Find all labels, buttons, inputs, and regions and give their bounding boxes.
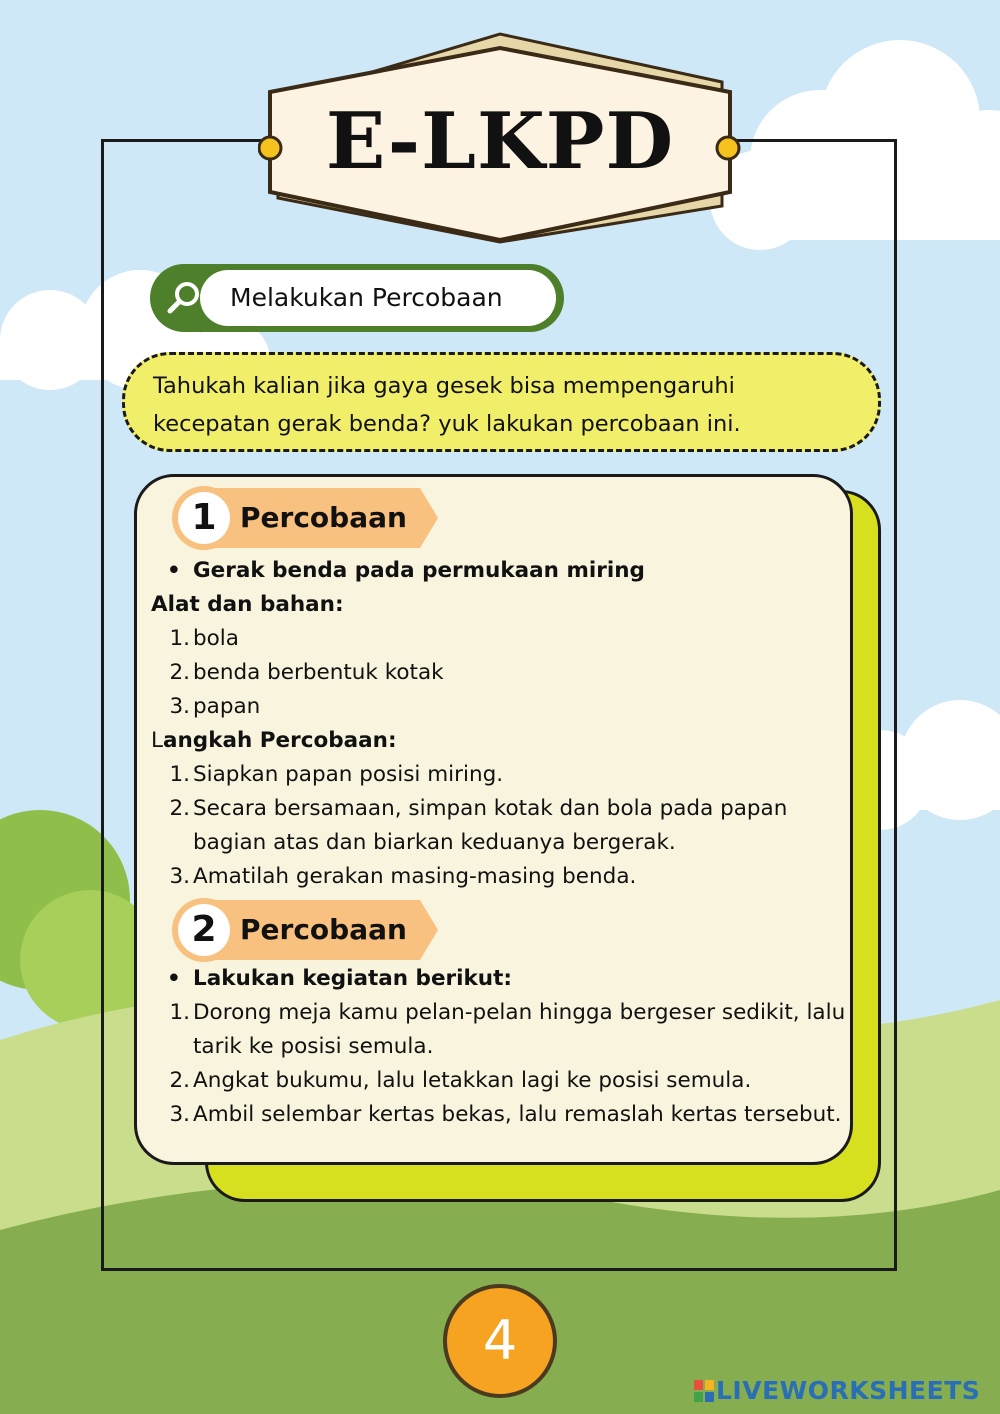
intro-line-1: Tahukah kalian jika gaya gesek bisa mempengaruhi	[153, 373, 735, 399]
list-item-continuation: bagian atas dan biarkan keduanya bergerak.	[193, 830, 676, 855]
liveworksheets-logo-icon	[694, 1380, 714, 1402]
search-icon	[164, 278, 204, 318]
page-title: E-LKPD	[325, 96, 675, 187]
experiment-1-number: 1	[178, 492, 230, 544]
experiment-2-title: Percobaan	[240, 913, 407, 946]
intro-line-2: kecepatan gerak benda? yuk lakukan percobaan ini.	[153, 411, 741, 437]
experiment-1-tag	[170, 486, 440, 550]
experiment-1-bullet: • Gerak benda pada permukaan miring	[193, 554, 645, 588]
section-label: Melakukan Percobaan	[230, 283, 503, 312]
brand-name: LIVEWORKSHEETS	[716, 1376, 981, 1405]
experiment-1-title: Percobaan	[240, 501, 407, 534]
materials-heading: Alat dan bahan:	[151, 592, 344, 617]
experiment-2-bullet: • Lakukan kegiatan berikut:	[193, 962, 512, 996]
experiment-2-number: 2	[178, 904, 230, 956]
steps-heading: Langkah Percobaan:	[151, 728, 397, 753]
page-number: 4	[482, 1309, 518, 1372]
intro-box	[122, 352, 881, 452]
experiment-2-tag	[170, 898, 440, 962]
list-item-continuation: tarik ke posisi semula.	[193, 1034, 434, 1059]
section-header	[150, 264, 564, 332]
